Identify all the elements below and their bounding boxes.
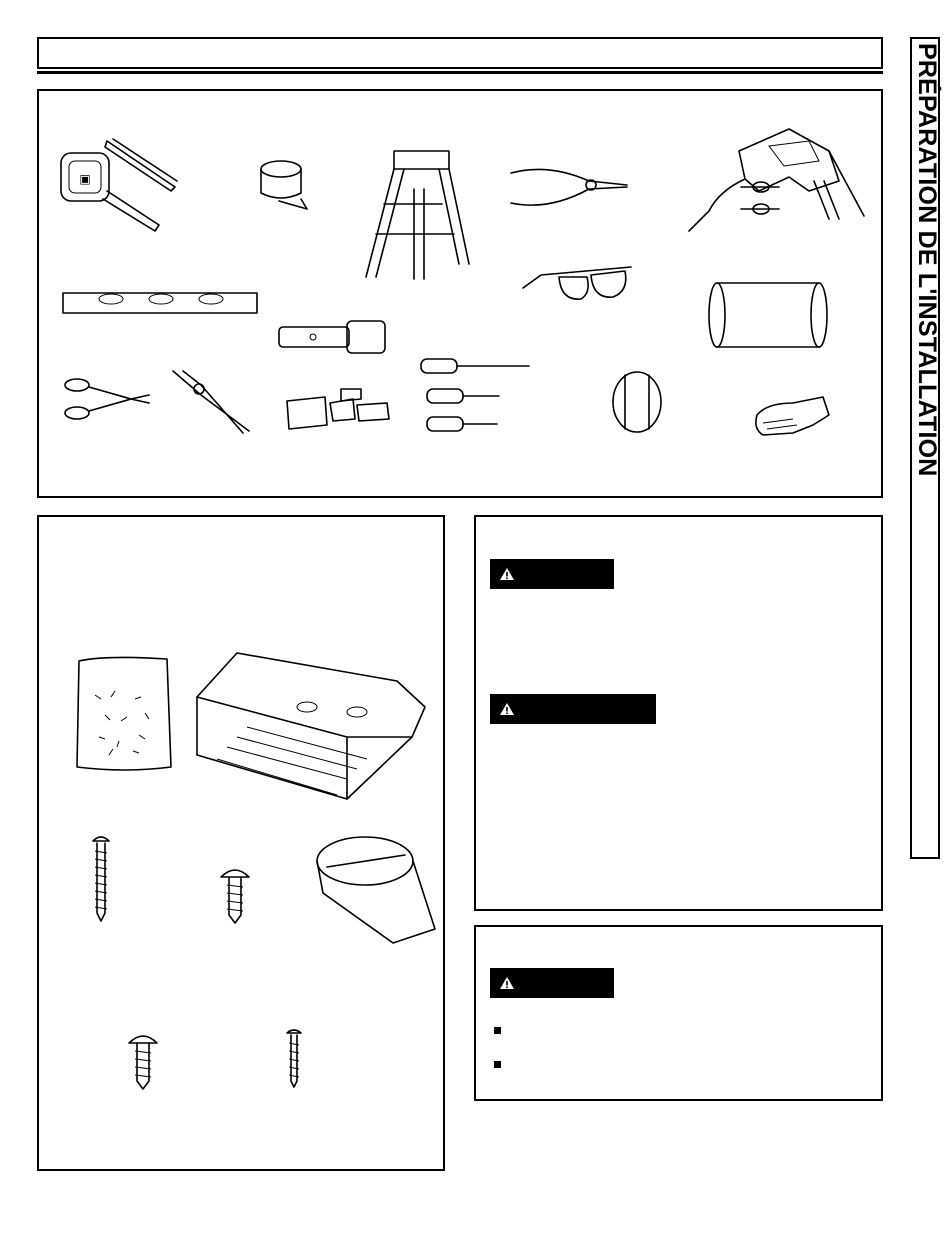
work-gloves-icon xyxy=(753,395,833,445)
warning-triangle-icon xyxy=(500,568,514,580)
step-ladder-icon xyxy=(364,149,474,284)
bullet-1 xyxy=(494,1027,501,1034)
damper-transition-icon xyxy=(313,833,443,949)
warning-label-3 xyxy=(490,968,614,998)
side-title: PRÉPARATION DE L'INSTALLATION xyxy=(913,43,942,477)
pencil-icon xyxy=(105,139,185,199)
range-hood-icon xyxy=(187,647,435,807)
screw-bag-icon xyxy=(75,655,175,775)
duct-clamp-icon xyxy=(607,367,667,437)
needle-nose-pliers-icon xyxy=(509,163,629,213)
svg-text:▣: ▣ xyxy=(79,172,91,186)
header-box xyxy=(37,37,883,69)
socket-icon xyxy=(277,319,389,355)
parts-panel xyxy=(37,515,445,1171)
duct-pipe-icon xyxy=(707,281,832,351)
duct-tape-icon xyxy=(259,159,309,209)
warning-triangle-icon xyxy=(500,703,514,715)
wire-nuts-icon xyxy=(285,389,395,437)
warning-panel-2 xyxy=(474,925,883,1101)
safety-glasses-icon xyxy=(521,263,636,308)
thin-screw-icon xyxy=(285,1027,303,1089)
short-screw-icon xyxy=(219,863,251,925)
wire-stripper-icon xyxy=(171,369,251,434)
warning-panel-1 xyxy=(474,515,883,911)
tin-snips-icon xyxy=(61,375,151,423)
bullet-2 xyxy=(494,1061,501,1068)
level-icon xyxy=(61,289,261,319)
side-title-tab xyxy=(910,37,940,859)
wide-head-screw-icon xyxy=(127,1029,159,1091)
header-rule xyxy=(37,71,883,74)
warning-label-2 xyxy=(490,694,656,724)
tools-panel xyxy=(37,89,883,498)
long-screw-icon xyxy=(91,833,111,923)
drill-bits-icon xyxy=(739,179,849,229)
warning-triangle-icon xyxy=(500,977,514,989)
warning-label-1 xyxy=(490,559,614,589)
screwdrivers-icon xyxy=(419,357,539,437)
